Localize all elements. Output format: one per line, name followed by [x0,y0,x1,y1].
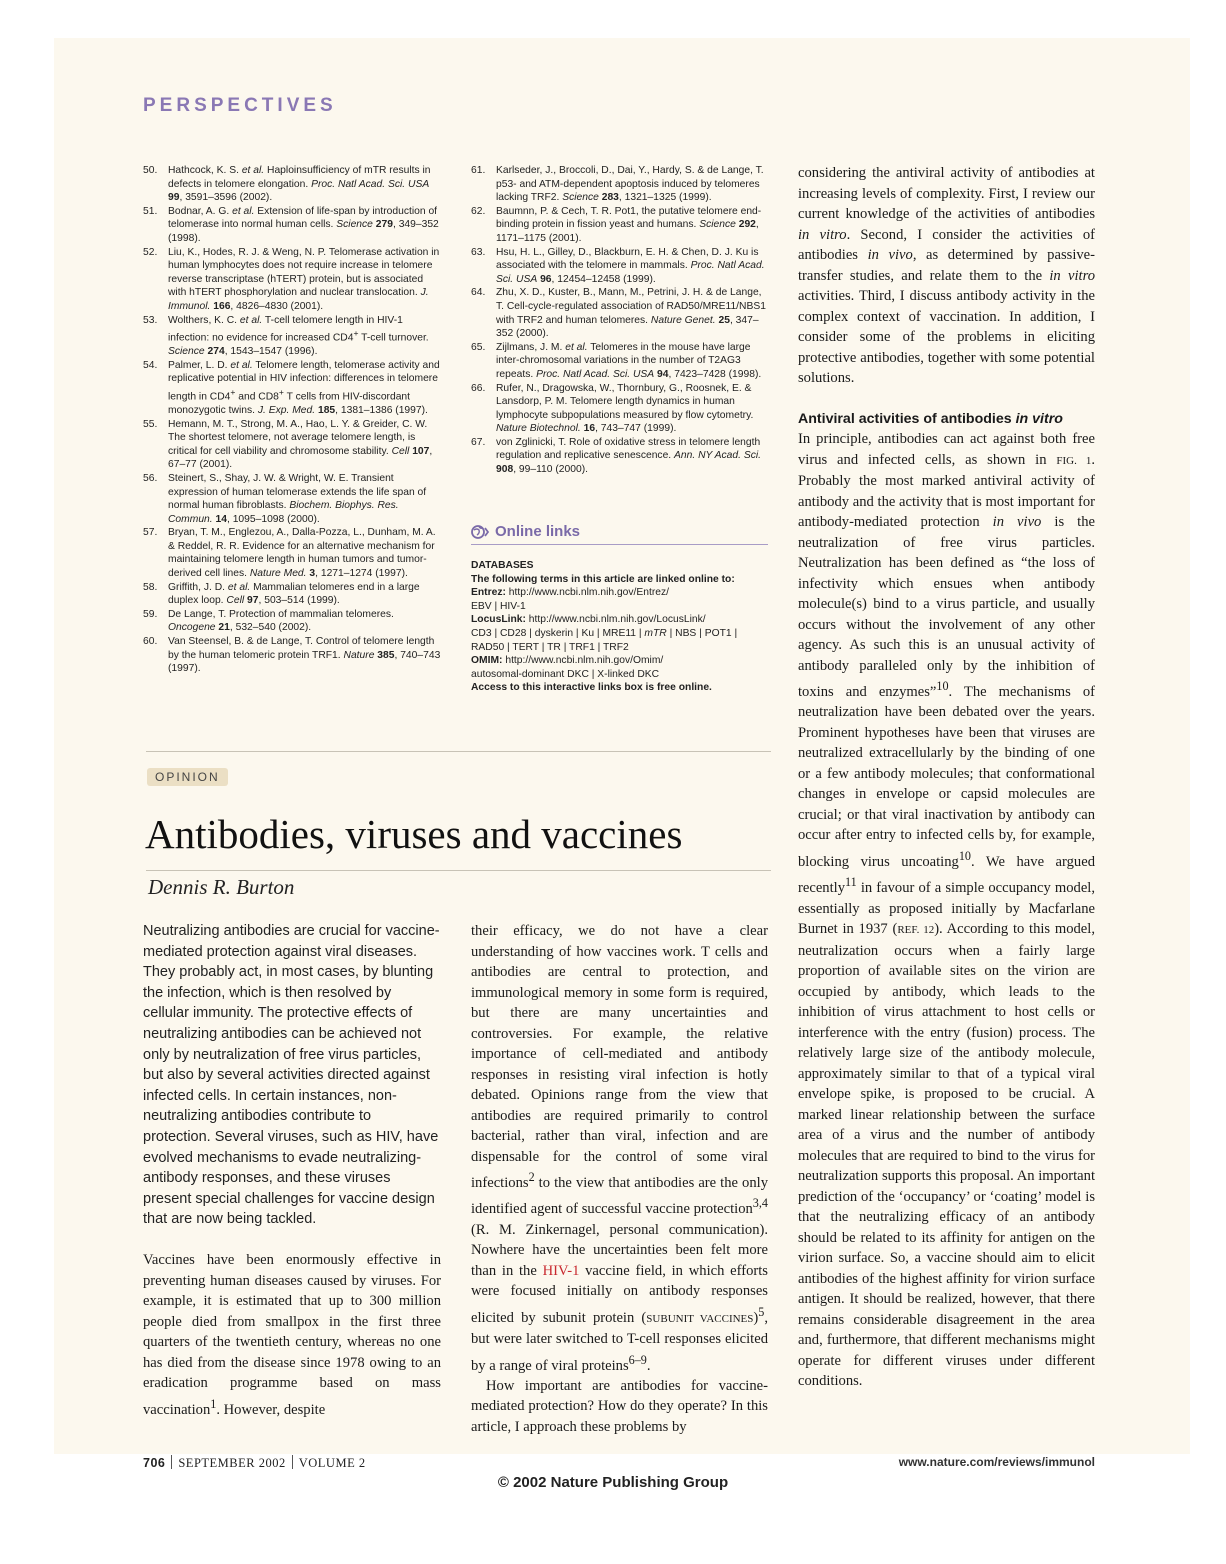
article-title: Antibodies, viruses and vaccines [145,811,683,857]
article-abstract: Neutralizing antibodies are crucial for vaccine-mediated protection against viral diseases. They probably act, in most cases, by blunting the infection, which is then resolved by cellular immunity. The protective effects of neutralizing antibodies can be achieved not only by neutralization of free virus particles, but also by several activities directed against infected cells. In certain instances, non-neutralizing antibodies contribute to protection. Several viruses, such as HIV, have evolved mechanisms to evade neutralizing-antibody responses, and these viruses present special challenges for vaccine design that are now being tackled. [143,923,440,1228]
reference-number: 61. [471,165,486,176]
omim-terms[interactable]: autosomal-dominant DKC | X-linked DKC [471,668,660,680]
reference-text: Van Steensel, B. & de Lange, T. Control of telomere length by the human telomeric protein TRF1. Nature 385, 740–743 (1997). [168,636,441,675]
section-subheading: Antiviral activities of antibodies in vitro [798,410,1063,427]
footer-separator [171,1455,172,1469]
entrez-terms[interactable]: EBV | HIV-1 [471,600,526,612]
reference-text: Bryan, T. M., Englezou, A., Dalla-Pozza, L., Dunham, M. A. & Reddel, R. R. Evidence for an alternative mechanism for maintaining telomere length in human tumors and tumor-derived cell lines. Nature Med. 3, 1271–1274 (1997). [168,527,436,580]
links-intro: The following terms in this article are linked online to: [471,573,735,585]
reference-item [143,472,441,526]
footer-date: SEPTEMBER 2002 [178,1456,286,1470]
reference-item [143,314,441,359]
reference-item [143,635,441,676]
locuslink-terms[interactable]: CD3 | CD28 | dyskerin | Ku | MRE11 | mTR | NBS | POT1 | RAD50 | TERT | TR | TRF1 | TRF2 [471,627,738,653]
reference-item [471,382,768,436]
copyright-notice: © 2002 Nature Publishing Group [497,1474,729,1491]
online-links-heading [471,524,768,545]
section-divider [146,751,771,752]
reference-text: Karlseder, J., Broccoli, D., Dai, Y., Hardy, S. & de Lange, T. p53- and ATM-dependent apoptosis induced by telomeres lacking TRF2. Science 283, 1321–1325 (1999). [496,165,764,204]
reference-list-2 [471,164,768,477]
body-column-2 [471,921,768,1437]
reference-number: 65. [471,341,486,353]
reference-text: Zijlmans, J. M. et al. Telomeres in the mouse have large inter-chromosomal variations in the number of T2AG3 repeats. Proc. Natl Acad. Sci. USA 94, 7423–7428 (1998). [496,341,762,380]
reference-item [143,608,441,635]
reference-item [143,526,441,580]
reference-number: 52. [143,246,158,258]
reference-item [471,436,768,477]
omim-url[interactable]: http://www.ncbi.nlm.nih.gov/Omim/ [505,655,664,667]
body-column-1 [143,1250,441,1420]
access-note: Access to this interactive links box is free online. [471,682,712,694]
reference-item [143,246,441,314]
entrez-label: Entrez: [471,587,506,599]
reference-item [471,164,768,205]
reference-number: 64. [471,287,486,299]
reference-number: 53. [143,314,158,326]
reference-number: 66. [471,382,486,394]
reference-number: 60. [143,636,158,648]
footer-separator [292,1455,293,1469]
reference-number: 63. [471,246,486,258]
article-tag: OPINION [147,768,228,786]
reference-text: Steinert, S., Shay, J. W. & Wright, W. E. Transient expression of human telomerase extends the life span of normal human fibroblasts. Biochem. Biophys. Res. Commun. 14, 1095–1098 (2000). [168,472,427,525]
reference-list-1 [143,164,441,676]
body-paragraph: How important are antibodies for vaccine-mediated protection? How do they operate? In this article, I approach these problems by [471,1377,768,1435]
body-paragraph: considering the antiviral activity of antibodies at increasing levels of complexity. First, I review our current knowledge of the activities of antibodies in vitro. Second, I consider the activities of antibodies in vivo, as determined by passive-transfer studies, and relate them to the in vitro activities. Third, I discuss antibody activity in the complex context of vaccination. In addition, I consider some of the problems in eliciting protective antibodies, together with some potential solutions. [798,165,1096,386]
reference-text: De Lange, T. Protection of mammalian telomeres. Oncogene 21, 532–540 (2002). [168,608,394,634]
locuslink-label: LocusLink: [471,614,526,626]
reference-text: Zhu, X. D., Kuster, B., Mann, M., Petrini, J. H. & de Lange, T. Cell-cycle-regulated association of RAD50/MRE11/NBS1 with TRF2 and human telomeres. Nature Genet. 25, 347–352 (2000). [496,287,766,340]
reference-number: 58. [143,581,158,593]
body-column-3 [798,163,1095,1392]
footer-website[interactable]: www.nature.com/reviews/immunol [898,1455,1095,1469]
title-divider [146,870,771,871]
entrez-url[interactable]: http://www.ncbi.nlm.nih.gov/Entrez/ [508,587,670,599]
body-paragraph: their efficacy, we do not have a clear understanding of how vaccines work. T cells and antibodies are central to protection, and immunological memory in some form is required, but there are many uncertainties and controversies. For example, the relative importance of cell-mediated and antibody responses in resisting viral infection is hotly debated. Opinions range from the view that antibodies are required primarily to control bacterial, rather than viral, infection and are dispensable for the control of some viral infections$^2$ to the view that antibodies are the only identified agent of successful vaccine protection$^{3,4}$ (R. M. Zinkernagel, personal communication). Nowhere have the uncertainties been felt more than in the HIV-1 vaccine field, in which efforts were focused initially on antibody responses elicited by subunit protein (SUBUNIT VACCINES)$^5$, but were later switched to T-cell responses elicited by a range of viral proteins$^{6-9}$. [471,923,769,1374]
locuslink-url[interactable]: http://www.ncbi.nlm.nih.gov/LocusLink/ [528,614,706,626]
reference-item [143,581,441,608]
reference-number: 55. [143,418,158,430]
reference-item [471,286,768,340]
reference-item [471,205,768,246]
databases-heading: DATABASES [471,560,534,571]
reference-text: Baumnn, P. & Cech, T. R. Pot1, the putative telomere end-binding protein in fission yeast and humans. Science 292, 1171–1175 (2001). [496,205,762,244]
reference-text: Griffith, J. D. et al. Mammalian telomeres end in a large duplex loop. Cell 97, 503–514 (1999). [168,581,420,607]
body-paragraph: In principle, antibodies can act against both free virus and infected cells, as shown in FIG. 1. Probably the most marked antiviral activity of antibody and the activity that is most important for antibody-mediated protection in vivo is the neutralization of free virus particles. Neutralization has been defined as “the loss of infectivity which ensues when antibody molecule(s) bind to a virus particle, and usually occurs without the involvement of any other agency. As such this is an unusual activity of antibody paralleled only by the inhibition of toxins and enzymes”$^{10}$. The mechanisms of neutralization have been debated over the years. Prominent hypotheses have been that viruses are neutralized extracellularly by the binding of one or a few antibody molecules; that conformational changes in envelope or capsid molecules are crucial; or that viral inactivation by antibody can occur after entry to infected cells by, for example, blocking virus uncoating$^{10}$. We have argued recently$^{11}$ in favour of a simple occupancy model, essentially as proposed initially by Macfarlane Burnet in 1937 (REF. 12). According to this model, neutralization occurs when a fairly large proportion of available sites on the virion are occupied by antibody, which leads to the inhibition of virus attachment to host cells or interference with the entry (fusion) process. The relatively large size of the antibody molecule, approximately similar to that of a typical viral envelope spike, is proposed to be crucial. A marked linear relationship between the surface area of a virus and the number of antibody molecules that are required to bind to the virus for neutralization supports this proposal. An important prediction of the ‘occupancy’ or ‘coating’ model is that the neutralizing efficacy of an antibody should be related to its affinity for antigen on the virion surface. So, a vaccine should aim to elicit antibodies of the highest affinity for virion surface antigen. It should be realized, however, that there remains considerable disagreement in the area and, furthermore, that different mechanisms might operate for different viruses under different conditions. [798,431,1095,1390]
reference-text: Hemann, M. T., Strong, M. A., Hao, L. Y. & Greider, C. W. The shortest telomere, not average telomere length, is critical for cell viability and chromosome stability. Cell 107, 67–77 (2001). [168,418,433,471]
entrez-row [471,586,768,600]
online-links-box [471,524,768,695]
reference-item [143,418,441,472]
omim-row [471,654,768,668]
locuslink-row [471,613,768,627]
globe-icon [471,524,489,540]
reference-item [471,341,768,382]
footer-volume: VOLUME 2 [298,1456,366,1470]
reference-number: 62. [471,205,486,217]
reference-item [471,246,768,287]
reference-item [143,205,441,246]
reference-text: Palmer, L. D. et al. Telomere length, telomerase activity and replicative potential in HIV infection: differences in telomere length in CD4+ and CD8+ T cells from HIV-discordant monozygotic twins. J. Exp. Med. 185, 1381–1386 (1997). [168,359,440,416]
reference-number: 50. [143,165,158,176]
omim-label: OMIM: [471,655,503,667]
reference-number: 54. [143,359,158,371]
reference-text: Hsu, H. L., Gilley, D., Blackburn, E. H. & Chen, D. J. Ku is associated with the telomere in mammals. Proc. Natl Acad. Sci. USA 96, 12454–12458 (1999). [496,246,765,285]
reference-text: Wolthers, K. C. et al. T-cell telomere length in HIV-1 infection: no evidence for increased CD4+ T-cell turnover. Science 274, 1543–1547 (1996). [168,314,429,358]
online-links-title: Online links [495,523,581,541]
body-paragraph: Vaccines have been enormously effective in preventing human diseases caused by viruses. For example, it is estimated that up to 300 million people died from smallpox in the first three quarters of the twentieth century, whereas no one has died from the disease since 1978 owing to an eradication programme based on mass vaccination$^1$. However, despite [143,1252,441,1418]
reference-text: von Zglinicki, T. Role of oxidative stress in telomere length regulation and replicative senescence. Ann. NY Acad. Sci. 908, 99–110 (2000). [496,436,762,476]
reference-number: 56. [143,472,158,484]
reference-number: 67. [471,436,486,448]
reference-number: 59. [143,608,158,620]
article-author: Dennis R. Burton [148,875,295,899]
section-label: PERSPECTIVES [143,95,337,116]
reference-text: Liu, K., Hodes, R. J. & Weng, N. P. Telomerase activation in human lymphocytes does not require increase in telomere reverse transcriptase (hTERT) protein, but is associated with hTERT phosphorylation and nuclear translocation. J. Immunol. 166, 4826–4830 (2001). [168,246,440,312]
reference-text: Rufer, N., Dragowska, W., Thornbury, G., Roosnek, E. & Lansdorp, P. M. Telomere length dynamics in human lymphocyte subpopulations measured by flow cytometry. Nature Biotechnol. 16, 743–747 (1999). [496,382,754,435]
reference-number: 57. [143,527,158,539]
footer-issue-info [143,1455,366,1471]
reference-item [143,359,441,418]
reference-text: Hathcock, K. S. et al. Haploinsufficiency of mTR results in defects in telomere elongation. Proc. Natl Acad. Sci. USA 99, 3591–3596 (2002). [168,165,431,204]
reference-text: Bodnar, A. G. et al. Extension of life-span by introduction of telomerase into normal human cells. Science 279, 349–352 (1998). [168,205,439,244]
page-number: 706 [143,1456,166,1470]
reference-item [143,164,441,205]
reference-number: 51. [143,205,158,217]
